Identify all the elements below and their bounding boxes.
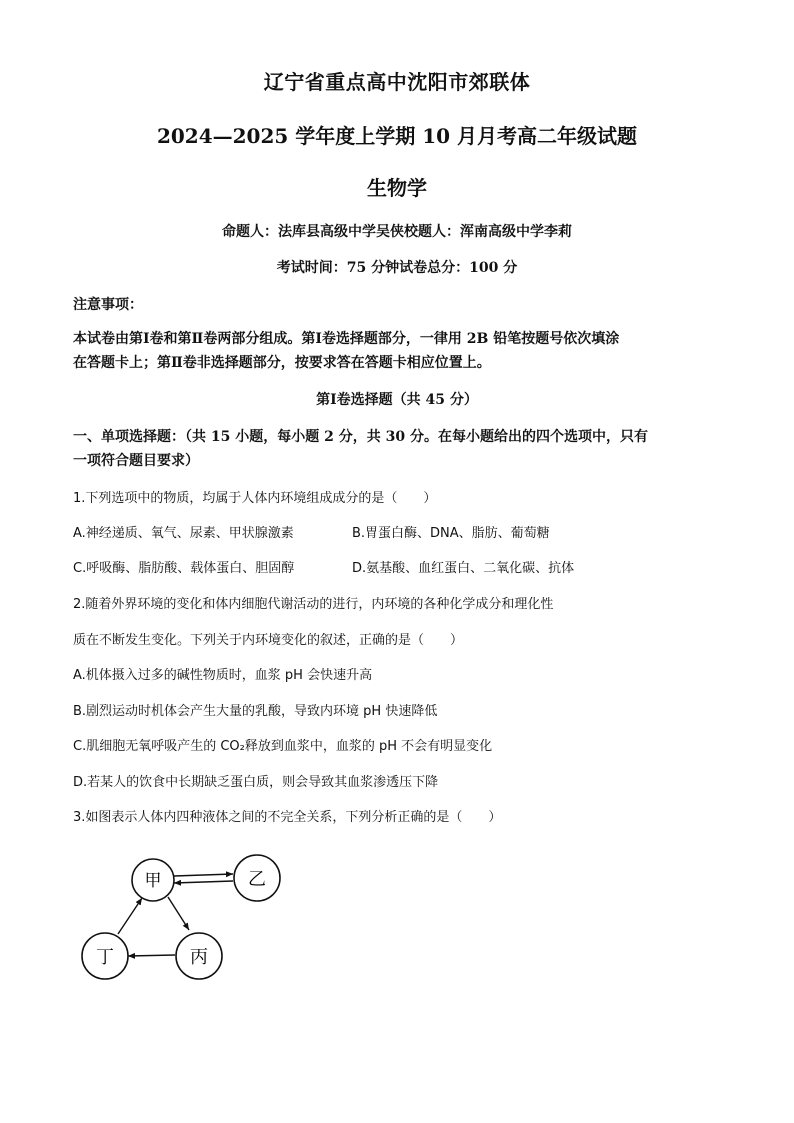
notice-line-1: 本试卷由第Ⅰ卷和第Ⅱ卷两部分组成。第Ⅰ卷选择题部分，一律用 2B 铅笔按题号依次填涂 [73,331,620,347]
arrow-yi-to-jia [174,881,233,883]
q1-option-b: B.胃蛋白酶、DNA、脂肪、葡萄糖 [352,526,550,541]
q2-option-c: C.肌细胞无氧呼吸产生的 CO₂释放到血浆中，血浆的 pH 不会有明显变化 [73,739,493,754]
exam-title-region: 辽宁省重点高中沈阳市郊联体 [263,70,531,94]
exam-time-score: 考试时间：75 分钟试卷总分：100 分 [276,260,518,276]
q2-stem-1: 2.随着外界环境的变化和体内细胞代谢活动的进行，内环境的各种化学成分和理化性 [73,597,554,612]
q1-option-a: A.神经递质、氧气、尿素、甲状腺激素 [73,526,294,541]
node-ding-label: 丁 [96,947,114,968]
arrow-jia-to-yi [174,874,233,876]
section-instructions-1: 一、单项选择题：（共 15 小题，每小题 2 分，共 30 分。在每小题给出的四个选项中，只有 [73,429,648,445]
arrow-bing-to-ding [128,955,175,956]
q2-option-d: D.若某人的饮食中长期缺乏蛋白质，则会导致其血浆渗透压下降 [73,775,439,790]
q1-option-c: C.呼吸酶、脂肪酸、载体蛋白、胆固醇 [73,561,295,576]
node-jia-label: 甲 [144,871,162,891]
q2-stem-2: 质在不断发生变化。下列关于内环境变化的叙述，正确的是（ ） [73,633,464,648]
section-instructions-2: 一项符合题目要求） [73,453,199,469]
exam-authors: 命题人：法库县高级中学吴侠校题人：浑南高级中学李莉 [222,224,572,240]
notice-line-2: 在答题卡上；第Ⅱ卷非选择题部分，按要求答在答题卡相应位置上。 [73,355,491,371]
q3-stem: 3.如图表示人体内四种液体之间的不完全关系，下列分析正确的是（ ） [73,810,502,825]
section-title: 第Ⅰ卷选择题（共 45 分） [316,392,478,408]
exam-title-term: 2024—2025 学年度上学期 10 月月考高二年级试题 [156,124,638,148]
node-jia [132,859,174,901]
exam-subject: 生物学 [367,176,427,200]
node-yi [234,855,280,901]
body-fluid-diagram [73,842,298,992]
node-bing-label: 丙 [190,947,208,968]
node-bing [176,933,222,979]
arrow-ding-to-jia [118,898,142,934]
arrow-jia-to-bing [168,897,189,930]
q1-stem: 1.下列选项中的物质，均属于人体内环境组成成分的是（ ） [73,491,437,506]
notice-heading: 注意事项： [73,297,143,313]
node-ding [82,933,128,979]
node-yi-label: 乙 [248,869,266,890]
q2-option-b: B.剧烈运动时机体会产生大量的乳酸，导致内环境 pH 快速降低 [73,704,438,719]
q1-option-d: D.氨基酸、血红蛋白、二氧化碳、抗体 [352,561,575,576]
q2-option-a: A.机体摄入过多的碱性物质时，血浆 pH 会快速升高 [73,668,373,683]
